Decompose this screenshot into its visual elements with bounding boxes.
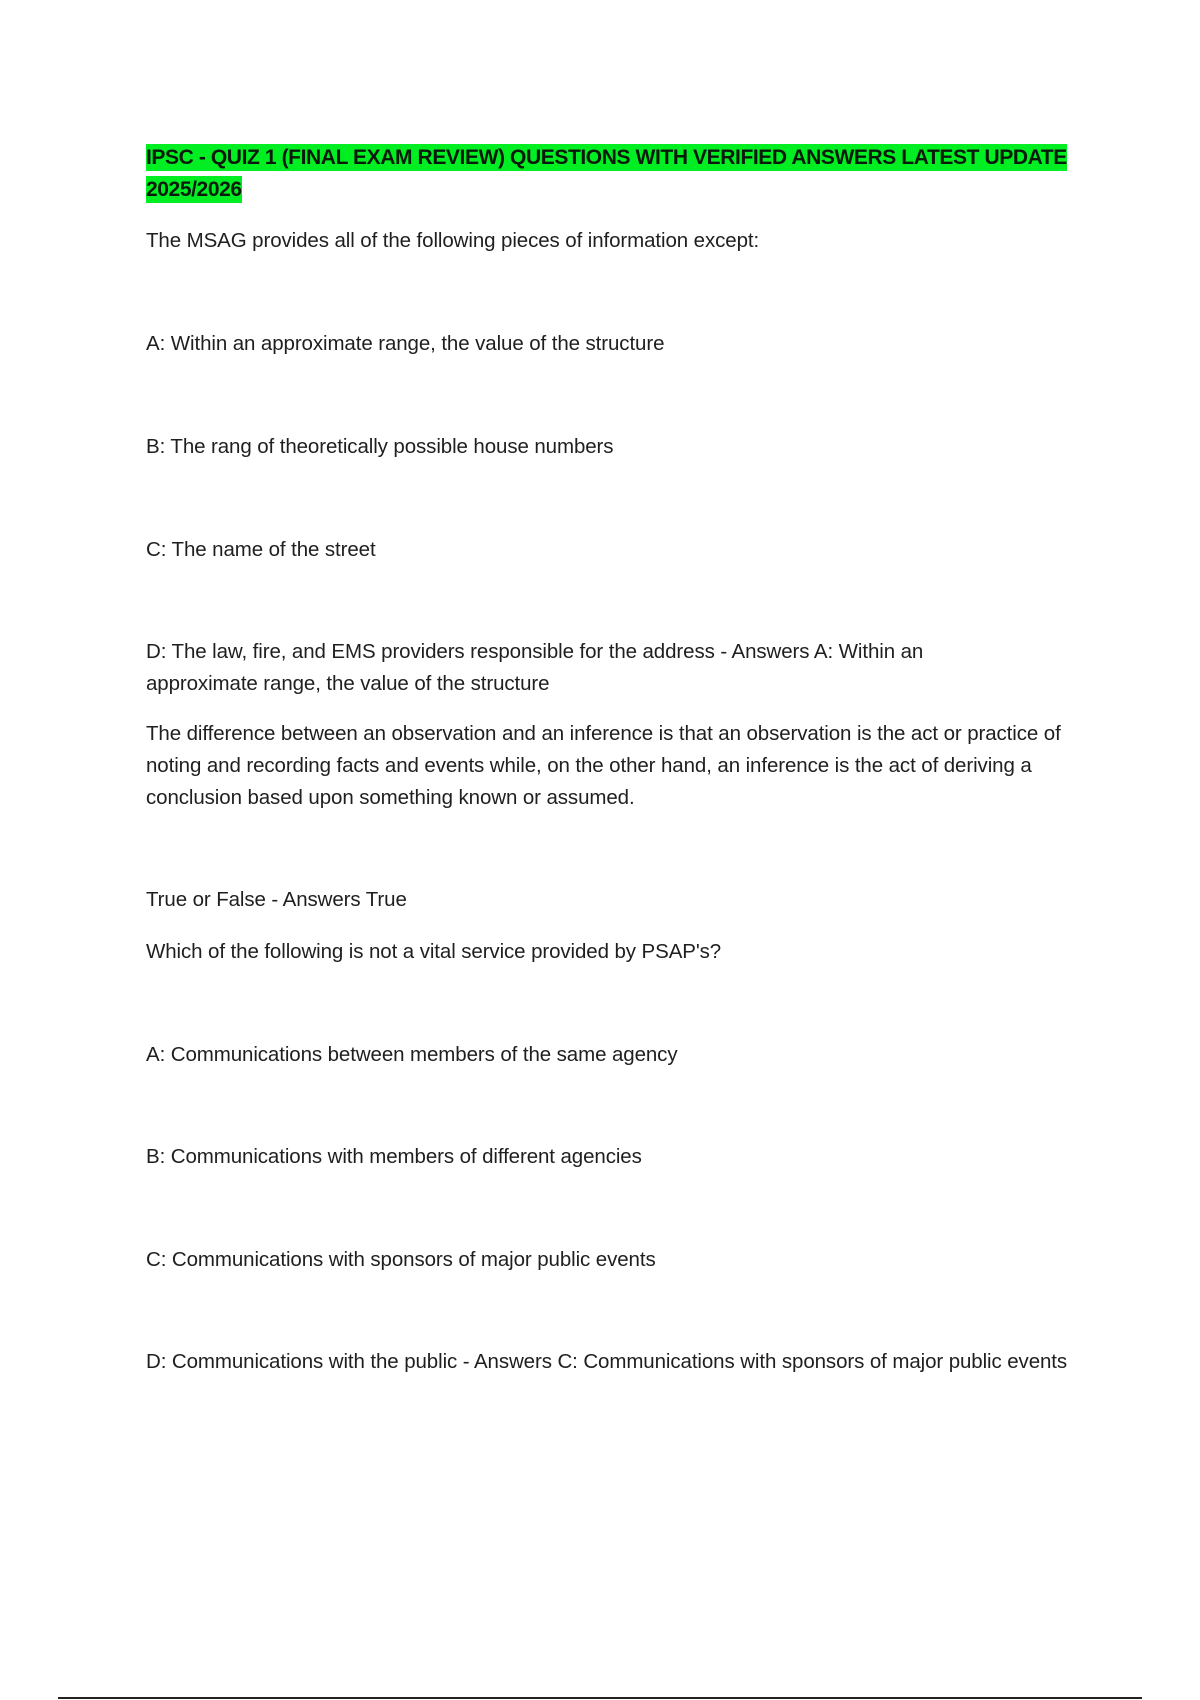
footer-divider [58, 1697, 1142, 1699]
q1-option-b: B: The rang of theoretically possible house numbers [146, 435, 614, 458]
q3-option-a: A: Communications between members of the same agency [146, 1043, 678, 1066]
q3-question: Which of the following is not a vital service provided by PSAP's? [146, 940, 722, 963]
q3-option-c: C: Communications with sponsors of major public events [146, 1248, 656, 1271]
q3-option-d-answer: D: Communications with the public - Answers C: Communications with sponsors of major public events [146, 1350, 1068, 1373]
q1-question: The MSAG provides all of the following pieces of information except: [146, 229, 760, 252]
document-title [146, 142, 1096, 206]
q3-option-b: B: Communications with members of different agencies [146, 1145, 642, 1168]
q2-statement: The difference between an observation and an inference is that an observation is the act or practice of noting and recording facts and events while, on the other hand, an inference is the act of deriving a conclusion based upon something known or assumed. [146, 722, 1061, 809]
q1-option-d-answer: D: The law, fire, and EMS providers responsible for the address - Answers A: Within an approximate range, the value of the structure [146, 640, 924, 695]
q1-option-a: A: Within an approximate range, the value of the structure [146, 332, 665, 355]
q2-prompt-answer: True or False - Answers True [146, 888, 407, 911]
q1-option-c: C: The name of the street [146, 538, 376, 561]
document-title-highlight: IPSC - QUIZ 1 (FINAL EXAM REVIEW) QUESTIONS WITH VERIFIED ANSWERS LATEST UPDATE 2025/2026 [146, 146, 1067, 201]
